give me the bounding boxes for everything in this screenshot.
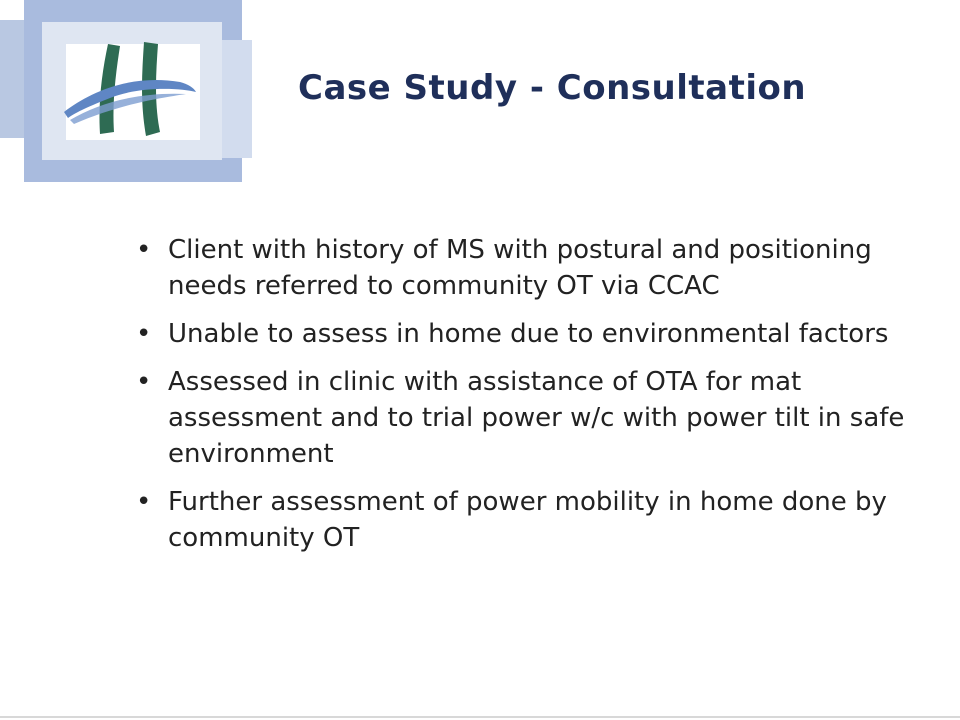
- bullet-item: [130, 364, 910, 472]
- bullet-item: [130, 484, 910, 556]
- bullet-dot-icon: •: [136, 235, 152, 265]
- slide-title: Case Study - Consultation: [298, 68, 807, 108]
- bullet-text: Assessed in clinic with assistance of OTA for mat assessment and to trial power w/c with power tilt in safe environment: [168, 367, 905, 469]
- bullet-text: Client with history of MS with postural and positioning needs referred to community OT via CCAC: [168, 235, 872, 301]
- bullet-dot-icon: •: [136, 487, 152, 517]
- bullet-item: [130, 316, 910, 352]
- bullet-text: Unable to assess in home due to environmental factors: [168, 319, 889, 349]
- bullet-dot-icon: •: [136, 319, 152, 349]
- decor-square-right: [222, 40, 252, 158]
- bullet-item: [130, 232, 910, 304]
- bullet-text: Further assessment of power mobility in home done by community OT: [168, 487, 887, 553]
- bullet-dot-icon: •: [136, 367, 152, 397]
- bottom-divider: [0, 716, 960, 718]
- h-arc-logo-icon: [60, 32, 200, 142]
- bullet-list: [130, 232, 910, 568]
